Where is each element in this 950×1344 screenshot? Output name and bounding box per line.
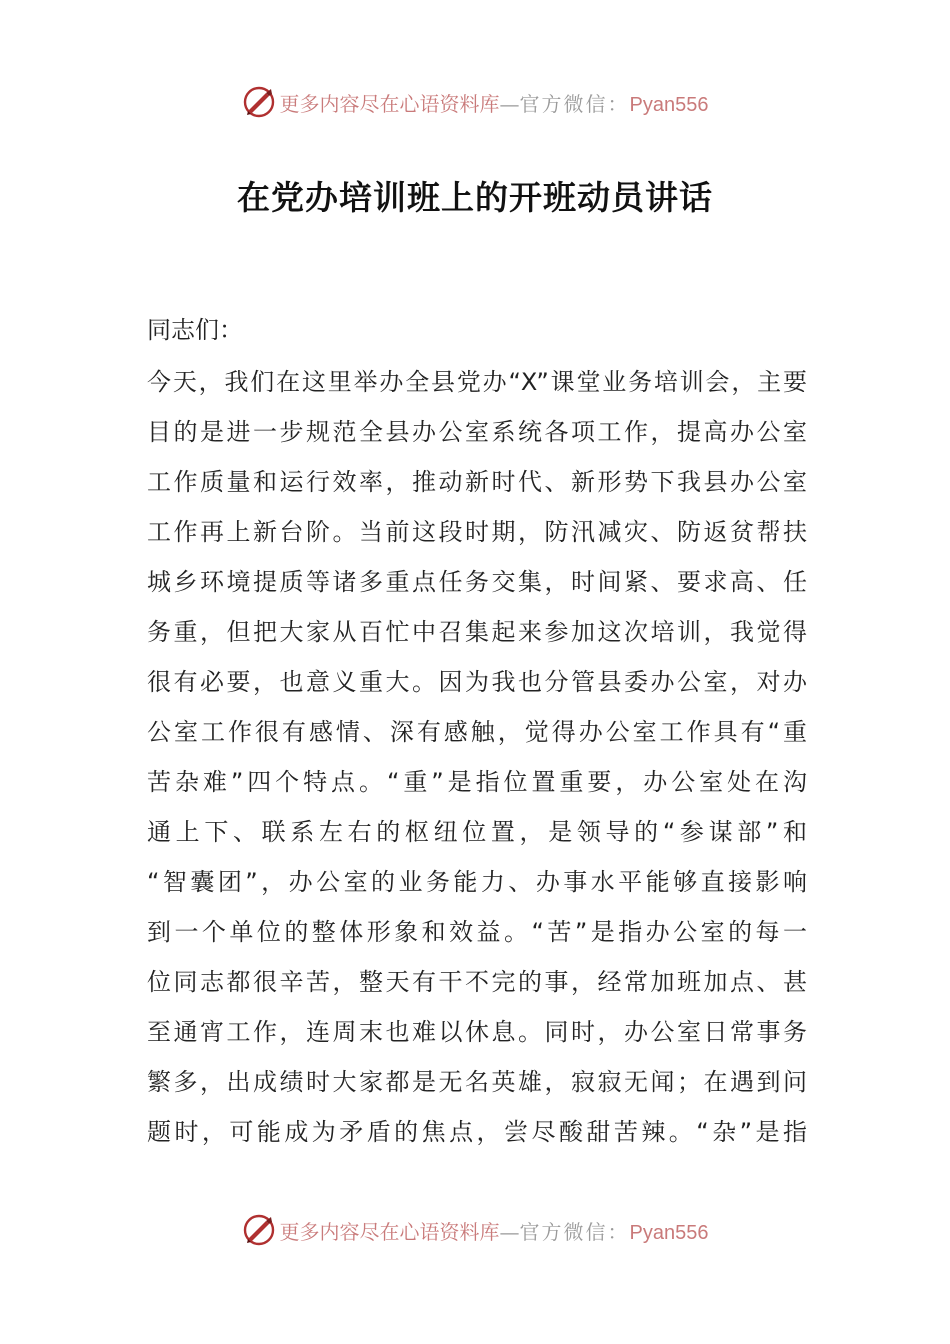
watermark-official-label: 官方微信： xyxy=(519,1219,630,1244)
text-line: 目的是进一步规范全县办公室系统各项工作，提高办公室 xyxy=(147,418,807,446)
text-line: 工作质量和运行效率，推动新时代、新形势下我县办公室 xyxy=(147,468,807,496)
watermark-wechat-id: Pyan556 xyxy=(629,1221,709,1244)
text-line: 通上下、联系左右的枢纽位置，是领导的“参谋部”和 xyxy=(147,818,807,846)
pen-logo-icon xyxy=(242,1213,276,1247)
text-line: 今天，我们在这里举办全县党办“X”课堂业务培训会，主要 xyxy=(147,368,807,396)
salutation: 同志们： xyxy=(147,316,243,344)
text-line: 繁多，出成绩时大家都是无名英雄，寂寂无闻；在遇到问 xyxy=(147,1068,807,1096)
footer-watermark xyxy=(0,1210,950,1250)
body-paragraph xyxy=(147,357,807,1157)
header-watermark xyxy=(0,82,950,122)
pen-logo-icon xyxy=(242,85,276,119)
watermark-text xyxy=(280,1216,709,1245)
text-line: 工作再上新台阶。当前这段时期，防汛减灾、防返贫帮扶 xyxy=(147,518,807,546)
watermark-dash: — xyxy=(499,91,520,116)
text-line: 苦杂难”四个特点。“重”是指位置重要，办公室处在沟 xyxy=(147,768,807,796)
watermark-prefix: 更多内容尽在心语资料库 xyxy=(279,91,500,116)
watermark-dash: — xyxy=(499,1219,520,1244)
watermark-text xyxy=(280,88,709,117)
watermark-wechat-id: Pyan556 xyxy=(629,93,709,116)
text-line: “智囊团”，办公室的业务能力、办事水平能够直接影响 xyxy=(147,868,807,896)
page-title: 在党办培训班上的开班动员讲话 xyxy=(237,178,713,217)
watermark-official-label: 官方微信： xyxy=(519,91,630,116)
text-line: 公室工作很有感情、深有感触，觉得办公室工作具有“重 xyxy=(147,718,807,746)
text-line: 到一个单位的整体形象和效益。“苦”是指办公室的每一 xyxy=(147,918,807,946)
text-line: 城乡环境提质等诸多重点任务交集，时间紧、要求高、任 xyxy=(147,568,807,596)
watermark-prefix: 更多内容尽在心语资料库 xyxy=(279,1219,500,1244)
text-line: 至通宵工作，连周末也难以休息。同时，办公室日常事务 xyxy=(147,1018,807,1046)
text-line: 题时，可能成为矛盾的焦点，尝尽酸甜苦辣。“杂”是指 xyxy=(147,1118,807,1146)
text-line: 很有必要，也意义重大。因为我也分管县委办公室，对办 xyxy=(147,668,807,696)
text-line: 位同志都很辛苦，整天有干不完的事，经常加班加点、甚 xyxy=(147,968,807,996)
text-line: 务重，但把大家从百忙中召集起来参加这次培训，我觉得 xyxy=(147,618,807,646)
